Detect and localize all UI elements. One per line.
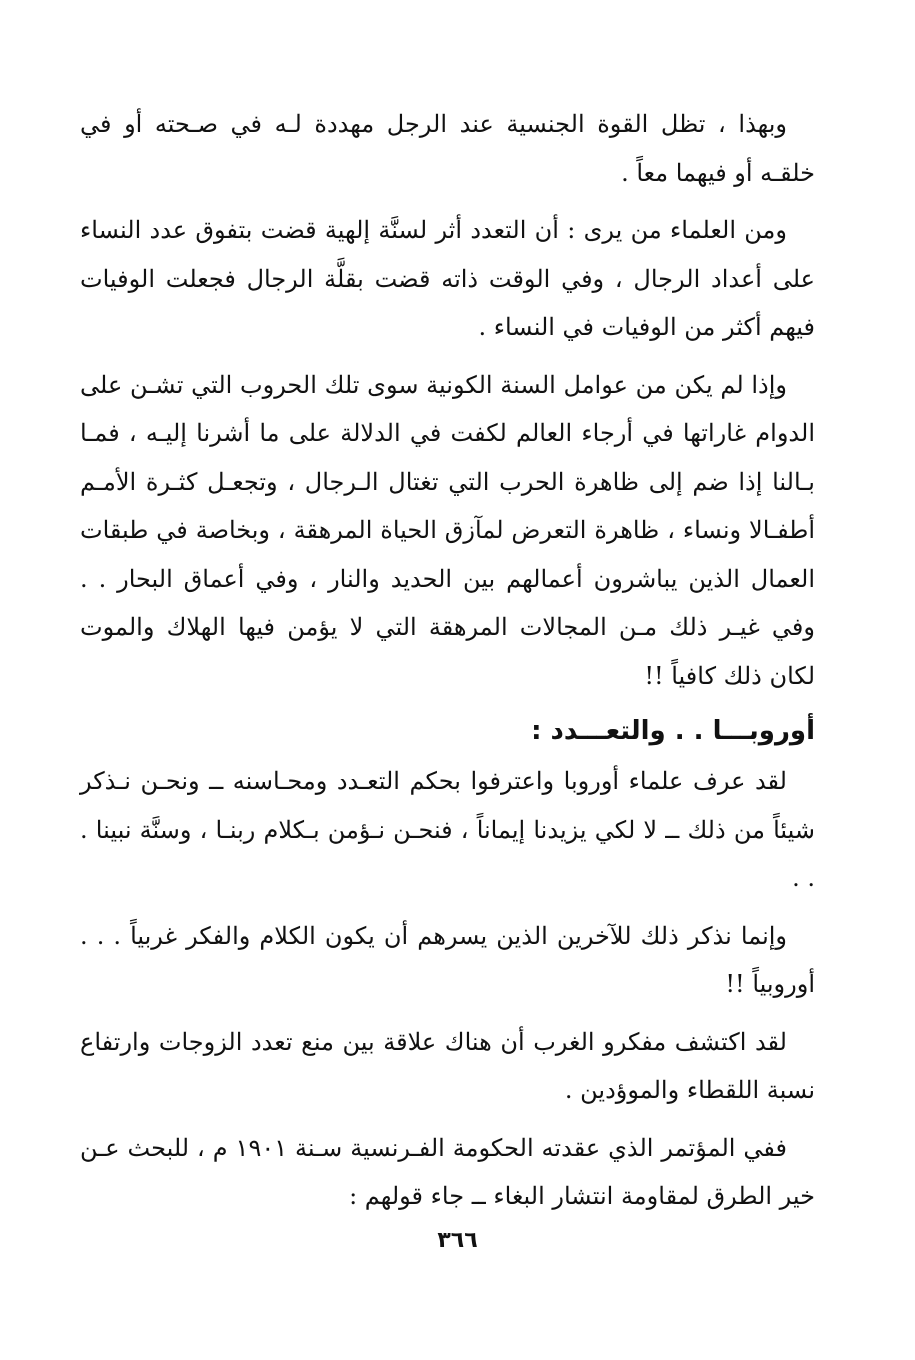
paragraph-4: لقد عرف علماء أوروبا واعترفوا بحكم التعـدد ومحـاسنه ــ ونحـن نـذكر شيئاً من ذلك ــ لا لكي يزيدنا إيماناً ، فنحـن نـؤمن بـكلام ربنـا ، وسنَّة نبينا . . . — [80, 767, 815, 892]
page-number: ٣٦٦ — [437, 1228, 478, 1253]
paragraph-5: وإنما نذكر ذلك للآخرين الذين يسرهم أن يكون الكلام والفكر غربياً . . . أوروبياً !! — [80, 921, 815, 998]
section-heading: أوروبـــا . . والتعـــدد : — [531, 716, 815, 746]
paragraph-7: ففي المؤتمر الذي عقدته الحكومة الفـرنسية سـنة ١٩٠١ م ، للبحث عـن خير الطرق لمقاومة انتشار البغاء ــ جاء قولهم : — [80, 1133, 815, 1210]
paragraph-2: ومن العلماء من يرى : أن التعدد أثر لسنَّة إلهية قضت بتفوق عدد النساء على أعداد الرجال ، وفي الوقت ذاته قضت بقلَّة الرجال فجعلت الوفيات فيهم أكثر من الوفيات في النساء . — [80, 216, 815, 341]
paragraph-1: وبهذا ، تظل القوة الجنسية عند الرجل مهددة لـه في صـحته أو في خلقـه أو فيهما معاً . — [80, 110, 815, 187]
paragraph-3: وإذا لم يكن من عوامل السنة الكونية سوى تلك الحروب التي تشـن على الدوام غاراتها في أرجاء العالم لكفت في الدلالة على ما أشرنا إليـه ، فمـا بـالنا إذا ضم إلى ظاهرة الحرب التي تغتال الـرجال ، وتجعـل كثـرة الأمـم أطفـالا ونساء ، ظاهرة التعرض لمآزق الحياة المرهقة ، وبخاصة في طبقات العمال الذين يباشرون أعمالهم بين الحديد والنار ، وفي أعماق البحار . . وفي غيـر ذلك مـن المجالات المرهقة التي لا يؤمن فيها الهلاك والموت لكان ذلك كافياً !! — [80, 370, 815, 690]
page-body — [80, 100, 815, 1230]
paragraph-6: لقد اكتشف مفكرو الغرب أن هناك علاقة بين منع تعدد الزوجات وارتفاع نسبة اللقطاء والموؤدين . — [80, 1027, 815, 1104]
